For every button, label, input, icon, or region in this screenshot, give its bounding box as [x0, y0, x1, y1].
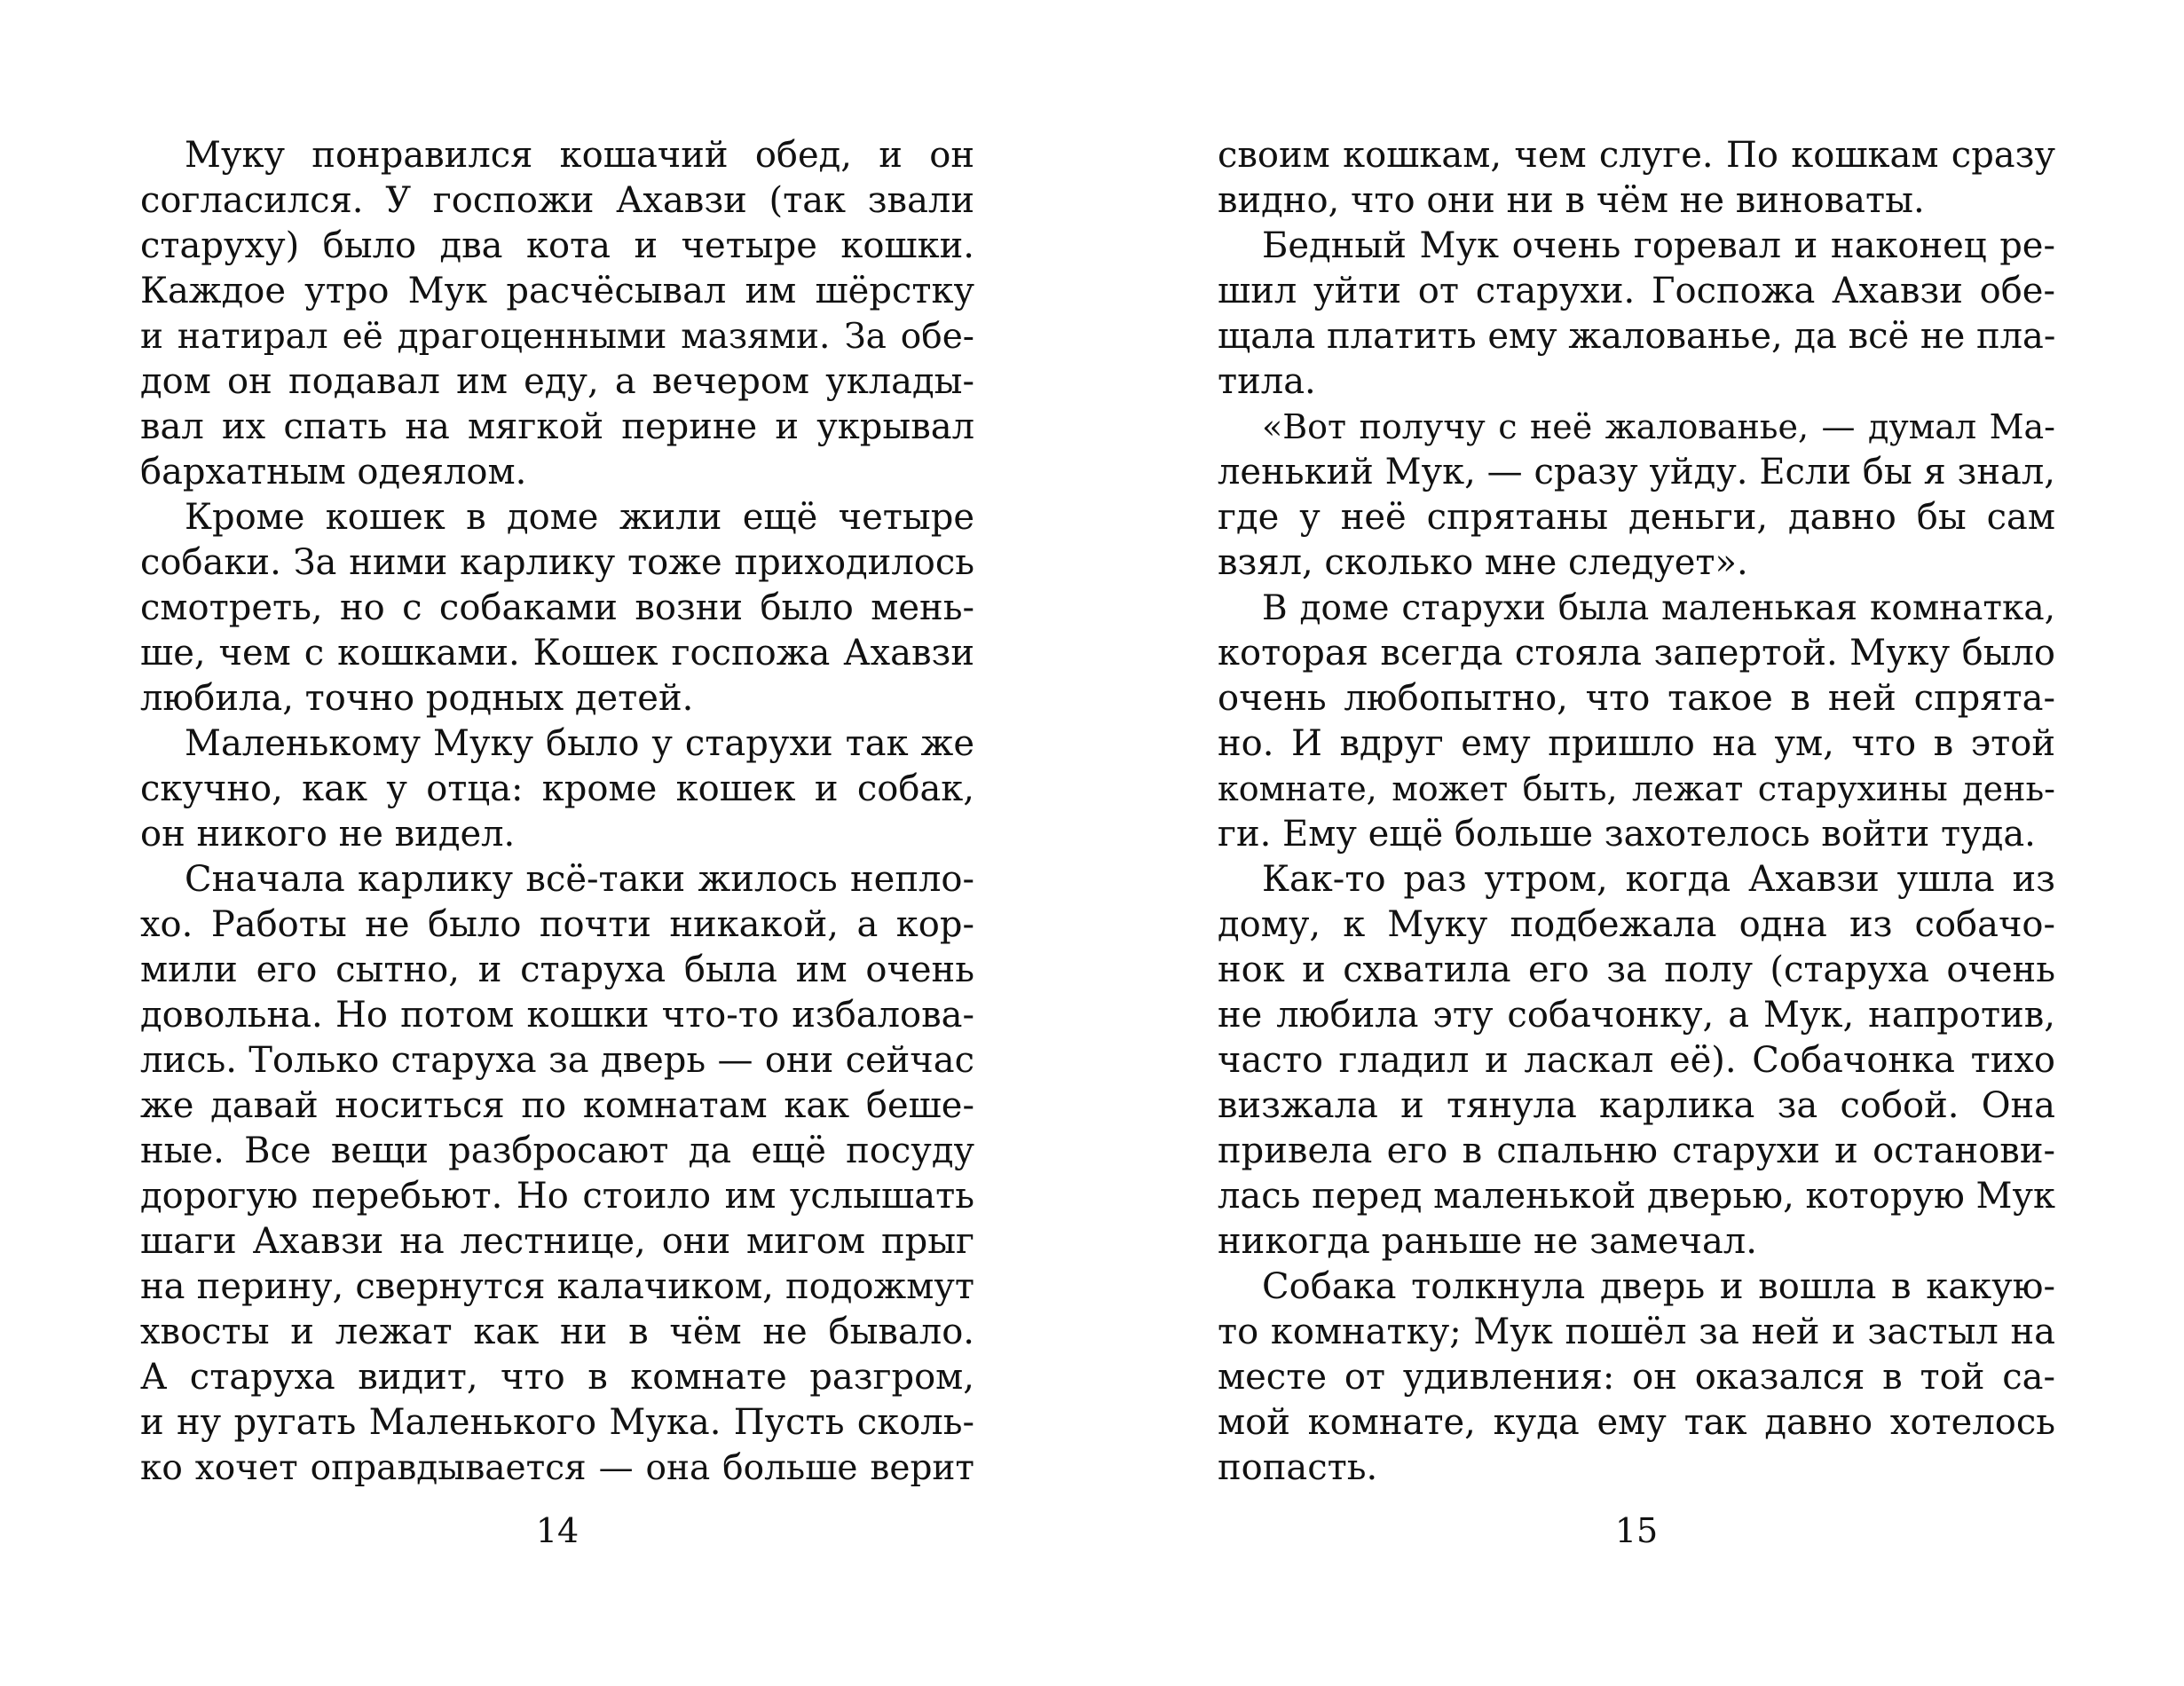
text-line: А старуха видит, что в комнате разгром, — [140, 1357, 974, 1398]
text-line: ленький Мук, — сразу уйду. Если бы я знал, — [1218, 452, 2055, 492]
text-line: Сначала карлику всё-таки жилось непло- — [185, 859, 974, 900]
text-line: «Вот получу с неё жалованье, — думал Ма- — [1262, 407, 2055, 446]
text-line: же давай носиться по комнатам как беше- — [140, 1085, 974, 1126]
text-line: месте от удивления: он оказался в той са- — [1218, 1357, 2055, 1398]
text-line: видно, что они ни в чём не виноваты. — [1218, 180, 1925, 221]
text-line: и ну ругать Маленького Мука. Пусть сколь- — [140, 1402, 974, 1443]
text-line: хо. Работы не было почти никакой, а кор- — [140, 904, 974, 945]
text-line: согласился. У госпожи Ахавзи (так звали — [140, 180, 974, 221]
text-line: старуху) было два кота и четыре кошки. — [140, 225, 974, 266]
page-number-right: 15 — [1614, 1511, 1659, 1550]
text-line: мили его сытно, и старуха была им очень — [140, 949, 974, 990]
text-line: комнате, может быть, лежат старухины день- — [1218, 769, 2055, 808]
text-line: то комнатку; Мук пошёл за ней и застыл на — [1218, 1312, 2055, 1352]
text-line: дорогую перебьют. Но стоило им услышать — [140, 1176, 974, 1217]
text-line: Бедный Мук очень горевал и наконец ре- — [1262, 225, 2055, 266]
text-line: очень любопытно, что такое в ней спрята- — [1218, 678, 2055, 719]
text-line: собаки. За ними карлику тоже приходилось — [140, 542, 974, 583]
text-line: попасть. — [1218, 1447, 1378, 1488]
text-line: вал их спать на мягкой перине и укрывал — [140, 406, 974, 447]
left-page-text — [140, 133, 974, 1491]
text-line: Каждое утро Мук расчёсывал им шёрстку — [140, 271, 974, 311]
text-line: Кроме кошек в доме жили ещё четыре — [185, 497, 974, 538]
text-line: дому, к Муку подбежала одна из собачо- — [1218, 904, 2055, 945]
text-line: ные. Все вещи разбросают да ещё посуду — [140, 1131, 974, 1171]
text-line: дом он подавал им еду, а вечером уклады- — [140, 361, 974, 402]
text-line: нок и схватила его за полу (старуха очень — [1218, 949, 2055, 990]
text-line: визжала и тянула карлика за собой. Она — [1218, 1085, 2055, 1126]
text-line: Муку понравился кошачий обед, и он — [185, 135, 974, 176]
text-line: ше, чем с кошками. Кошек госпожа Ахавзи — [140, 633, 974, 674]
text-line: мой комнате, куда ему так давно хотелось — [1218, 1402, 2055, 1443]
text-line: шаги Ахавзи на лестнице, они мигом прыг — [140, 1221, 974, 1262]
text-line: и натирал её драгоценными мазями. За обе- — [140, 317, 974, 357]
text-line: не любила эту собачонку, а Мук, напротив, — [1218, 995, 2055, 1036]
text-line: Как-то раз утром, когда Ахавзи ушла из — [1262, 859, 2055, 900]
text-line: лась перед маленькой дверью, которую Мук — [1218, 1176, 2055, 1217]
right-page-text — [1218, 133, 2055, 1491]
text-line: тила. — [1218, 361, 1316, 402]
text-line: хвосты и лежат как ни в чём не бывало. — [140, 1312, 974, 1352]
page-number-left: 14 — [535, 1511, 580, 1550]
text-line: но. И вдруг ему пришло на ум, что в этой — [1218, 723, 2055, 764]
text-line: щала платить ему жалованье, да всё не пла- — [1218, 316, 2055, 357]
text-line: Собака толкнула дверь и вошла в какую- — [1262, 1266, 2055, 1307]
text-line: на перину, свернутся калачиком, подожмут — [140, 1266, 974, 1307]
text-line: смотреть, но с собаками возни было мень- — [140, 587, 974, 628]
text-line: которая всегда стояла запертой. Муку было — [1218, 633, 2055, 674]
text-line: он никого не видел. — [140, 814, 516, 855]
text-line: где у неё спрятаны деньги, давно бы сам — [1218, 497, 2055, 538]
text-line: бархатным одеялом. — [140, 452, 527, 492]
text-line: любила, точно родных детей. — [140, 678, 694, 719]
text-line: В доме старухи была маленькая комнатка, — [1262, 588, 2055, 628]
text-line: скучно, как у отца: кроме кошек и собак, — [140, 768, 974, 809]
text-line: часто гладил и ласкал её). Собачонка тихо — [1218, 1040, 2055, 1081]
text-line: ги. Ему ещё больше захотелось войти туда. — [1218, 814, 2036, 855]
text-line: Маленькому Муку было у старухи так же — [185, 723, 974, 764]
text-line: своим кошкам, чем слуге. По кошкам сразу — [1218, 135, 2055, 176]
text-line: шил уйти от старухи. Госпожа Ахавзи обе- — [1218, 271, 2055, 311]
text-line: ко хочет оправдывается — она больше верит — [140, 1448, 974, 1488]
text-line: довольна. Но потом кошки что-то избалова- — [140, 995, 974, 1036]
text-line: лись. Только старуха за дверь — они сейчас — [140, 1040, 974, 1081]
text-line: привела его в спальню старухи и останови- — [1218, 1131, 2055, 1171]
text-line: взял, сколько мне следует». — [1218, 542, 1748, 583]
text-line: никогда раньше не замечал. — [1218, 1221, 1757, 1262]
